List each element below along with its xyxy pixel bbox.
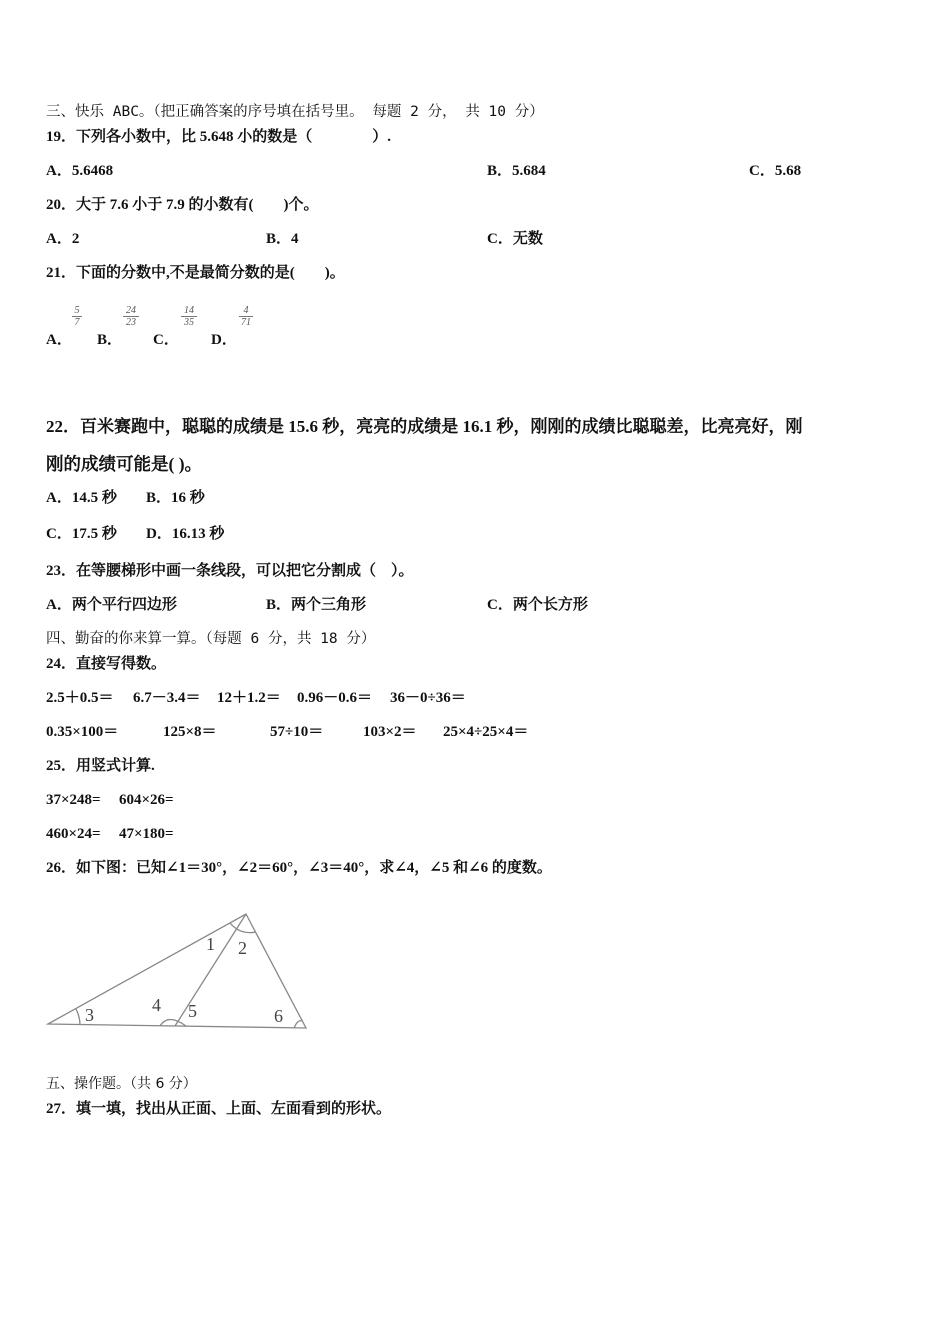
- angle-arc-4-5: [160, 1020, 186, 1027]
- q25-item: 604×26=: [119, 792, 174, 808]
- question-25-stem: 25．用竖式计算.: [46, 758, 155, 774]
- q24-item: 125×8＝: [163, 724, 217, 740]
- q22-option-a: A．14.5 秒: [46, 490, 117, 506]
- q25-item: 37×248=: [46, 792, 101, 808]
- question-22-stem-line2: 刚的成绩可能是( )。: [46, 454, 203, 474]
- q23-option-a: A．两个平行四边形: [46, 597, 177, 613]
- q24-item: 6.7－3.4＝: [133, 690, 201, 706]
- q21-fraction-d-den: 71: [241, 317, 251, 328]
- q24-item: 12＋1.2＝: [217, 690, 281, 706]
- q21-option-d: D．: [211, 332, 237, 348]
- angle-arc-6: [294, 1021, 302, 1028]
- q21-fraction-d-num: 4: [243, 305, 249, 316]
- angle-label-5: 5: [188, 1001, 197, 1021]
- question-21-stem: 21．下面的分数中,不是最简分数的是( )。: [46, 265, 345, 281]
- question-22-stem-line1: 22．百米赛跑中，聪聪的成绩是 15.6 秒，亮亮的成绩是 16.1 秒，刚刚的成绩比聪聪差，比亮亮好，刚: [46, 417, 803, 436]
- q22-option-d: D．16.13 秒: [146, 526, 225, 542]
- angle-label-1: 1: [206, 934, 215, 954]
- q24-item: 0.96－0.6＝: [297, 690, 373, 706]
- q21-option-b: B．: [97, 332, 123, 348]
- angle-arc-3: [76, 1009, 80, 1025]
- q24-item: 2.5＋0.5＝: [46, 690, 114, 706]
- q21-fraction-c: [181, 305, 197, 328]
- q25-item: 47×180=: [119, 826, 174, 842]
- section-4-header: 四、勤奋的你来算一算。（每题 6 分，共 18 分）: [46, 631, 376, 647]
- q23-option-b: B．两个三角形: [266, 597, 367, 613]
- q25-item: 460×24=: [46, 826, 101, 842]
- q24-item: 103×2＝: [363, 724, 417, 740]
- q21-fraction-a-num: 5: [74, 305, 80, 316]
- q24-item: 57÷10＝: [270, 724, 324, 740]
- question-23-stem: 23．在等腰梯形中画一条线段，可以把它分割成（ ）。: [46, 563, 414, 579]
- q24-item: 36－0÷36＝: [390, 690, 466, 706]
- q24-item: 25×4÷25×4＝: [443, 724, 529, 740]
- q22-option-c: C．17.5 秒: [46, 526, 117, 542]
- q19-option-b: B．5.684: [487, 163, 546, 179]
- q22-option-b: B．16 秒: [146, 490, 205, 506]
- q21-fraction-b-num: 24: [126, 305, 136, 316]
- question-20-stem: 20．大于 7.6 小于 7.9 的小数有( )个。: [46, 197, 319, 213]
- q21-fraction-d: [239, 305, 253, 328]
- q21-fraction-c-den: 35: [184, 317, 194, 328]
- q21-option-a: A．: [46, 332, 72, 348]
- q19-option-a: A．5.6468: [46, 163, 114, 179]
- q24-item: 0.35×100＝: [46, 724, 119, 740]
- triangle-diagram: [40, 905, 320, 1035]
- q21-fraction-b-den: 23: [126, 317, 136, 328]
- q19-option-c: C．5.68: [749, 163, 802, 179]
- q20-option-c: C．无数: [487, 231, 543, 247]
- q21-fraction-b: [123, 305, 139, 328]
- section-5-header: 五、操作题。（共 6 分）: [46, 1076, 197, 1092]
- q20-option-b: B．4: [266, 231, 299, 247]
- q21-fraction-a-den: 7: [74, 317, 80, 328]
- angle-label-2: 2: [238, 938, 247, 958]
- section-3-header: 三、快乐 ABC。（把正确答案的序号填在括号里。 每题 2 分， 共 10 分）: [46, 104, 544, 120]
- inner-segment: [175, 914, 246, 1026]
- q21-fraction-a: [72, 305, 82, 328]
- q21-fraction-c-num: 14: [184, 305, 194, 316]
- question-24-stem: 24．直接写得数。: [46, 656, 167, 672]
- q21-option-c: C．: [153, 332, 179, 348]
- q20-option-a: A．2: [46, 231, 80, 247]
- q23-option-c: C．两个长方形: [487, 597, 588, 613]
- angle-label-6: 6: [274, 1006, 283, 1026]
- angle-label-4: 4: [152, 995, 161, 1015]
- question-26-stem: 26．如下图：已知∠1＝30°，∠2＝60°，∠3＝40°，求∠4，∠5 和∠6 的度数。: [46, 860, 552, 876]
- question-27-stem: 27．填一填，找出从正面、上面、左面看到的形状。: [46, 1101, 392, 1117]
- question-19-stem: 19．下列各小数中，比 5.648 小的数是（ ）.: [46, 129, 392, 145]
- angle-label-3: 3: [85, 1005, 94, 1025]
